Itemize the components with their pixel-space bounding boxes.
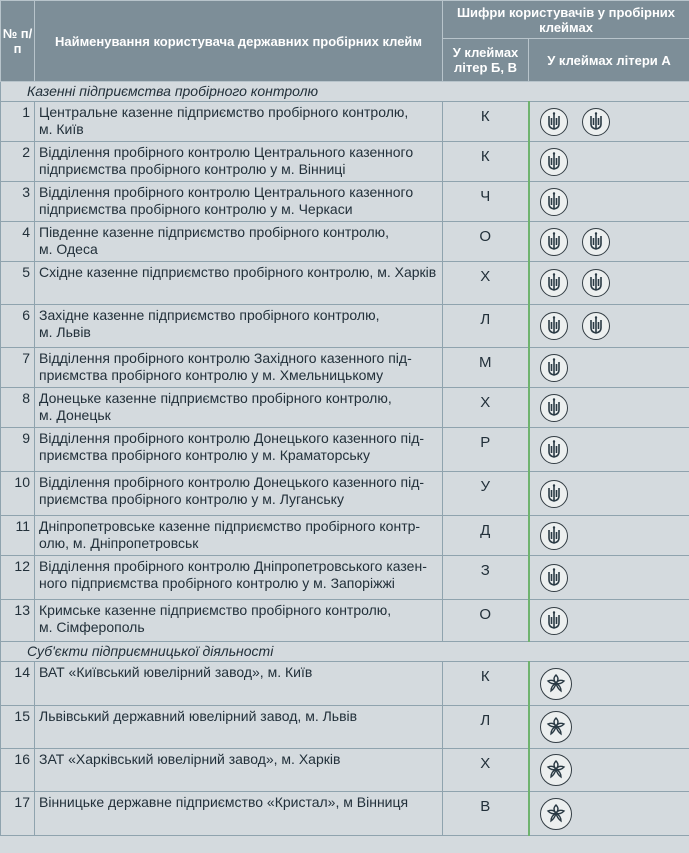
section-title: Казенні підприємства пробірного контролю: [1, 82, 689, 102]
table-row: [1, 348, 689, 388]
section-header: [1, 82, 689, 102]
user-name-line1: Відділення пробірного контролю Донецького казенного під-: [39, 430, 425, 446]
table-row: [1, 706, 689, 749]
trident-stamp-icon: [582, 108, 610, 136]
code-letter: К: [443, 662, 529, 706]
trident-stamp-icon: [540, 522, 568, 550]
code-letter: О: [443, 222, 529, 262]
table-row: [1, 749, 689, 792]
marks-cell: [529, 182, 689, 222]
table-row: [1, 222, 689, 262]
table-row: [1, 388, 689, 428]
user-name-line1: Відділення пробірного контролю Дніпропетровського казен-: [39, 558, 427, 574]
header-number: № п/п: [1, 1, 35, 82]
user-name: [35, 182, 443, 222]
trident-stamp-icon: [540, 607, 568, 635]
user-name-line2: приємства пробірного контролю у м. Краматорську: [39, 447, 370, 463]
trident-stamp-icon: [540, 564, 568, 592]
row-number: 13: [1, 600, 35, 642]
table-row: [1, 142, 689, 182]
user-name: [35, 142, 443, 182]
user-name: [35, 428, 443, 472]
row-number: 1: [1, 102, 35, 142]
user-name: [35, 706, 443, 749]
trident-stamp-icon: [582, 269, 610, 297]
marks-cell: [529, 222, 689, 262]
code-letter: Р: [443, 428, 529, 472]
marks-cell: [529, 706, 689, 749]
user-name: [35, 305, 443, 348]
code-letter: Д: [443, 516, 529, 556]
code-letter: Х: [443, 749, 529, 792]
code-letter: У: [443, 472, 529, 516]
table-row: [1, 102, 689, 142]
user-name-line2: м. Донецьк: [39, 407, 111, 423]
trident-stamp-icon: [540, 354, 568, 382]
header-letters-bv: У клеймах літер Б, В: [443, 39, 529, 82]
trident-stamp-icon: [540, 394, 568, 422]
flower-stamp-icon: [540, 798, 572, 830]
user-name-line1: Кримське казенне підприємство пробірного контролю,: [39, 602, 392, 618]
code-letter: К: [443, 142, 529, 182]
user-name-line2: приємства пробірного контролю у м. Хмельницькому: [39, 367, 384, 383]
marks-cell: [529, 102, 689, 142]
header-codes: Шифри користувачів у пробірних клеймах: [443, 1, 689, 39]
code-letter: Л: [443, 305, 529, 348]
user-name-line2: м. Сімферополь: [39, 619, 145, 635]
row-number: 15: [1, 706, 35, 749]
user-name-line1: Південне казенне підприємство пробірного контролю,: [39, 224, 390, 240]
marks-cell: [529, 662, 689, 706]
trident-stamp-icon: [540, 269, 568, 297]
row-number: 8: [1, 388, 35, 428]
flower-stamp-icon: [540, 754, 572, 786]
trident-stamp-icon: [540, 228, 568, 256]
user-name-line1: Відділення пробірного контролю Центрального казенного: [39, 184, 414, 200]
table-row: [1, 792, 689, 836]
user-name: [35, 348, 443, 388]
user-name-line1: Східне казенне підприємство пробірного контролю, м. Харків: [39, 264, 437, 280]
user-name-line2: олю, м. Дніпропетровськ: [39, 535, 199, 551]
row-number: 10: [1, 472, 35, 516]
marks-cell: [529, 428, 689, 472]
table-row: [1, 182, 689, 222]
marks-cell: [529, 142, 689, 182]
row-number: 4: [1, 222, 35, 262]
table-row: [1, 516, 689, 556]
code-letter: О: [443, 600, 529, 642]
table-row: [1, 556, 689, 600]
user-name-line1: Відділення пробірного контролю Центрального казенного: [39, 144, 414, 160]
user-name: [35, 388, 443, 428]
user-name: [35, 262, 443, 305]
header-letters-a: У клеймах літери А: [529, 39, 689, 82]
row-number: 9: [1, 428, 35, 472]
marks-cell: [529, 749, 689, 792]
flower-stamp-icon: [540, 668, 572, 700]
user-name-line1: Вінницьке державне підприємство «Кристал», м Вінниця: [39, 794, 409, 810]
marks-cell: [529, 556, 689, 600]
row-number: 16: [1, 749, 35, 792]
row-number: 5: [1, 262, 35, 305]
user-name-line1: Донецьке казенне підприємство пробірного контролю,: [39, 390, 392, 406]
trident-stamp-icon: [540, 188, 568, 216]
user-name-line2: м. Львів: [39, 324, 91, 340]
marks-cell: [529, 472, 689, 516]
marks-cell: [529, 305, 689, 348]
marks-cell: [529, 348, 689, 388]
trident-stamp-icon: [540, 480, 568, 508]
row-number: 2: [1, 142, 35, 182]
user-name-line2: приємства пробірного контролю у м. Луганську: [39, 491, 344, 507]
trident-stamp-icon: [540, 108, 568, 136]
flower-stamp-icon: [540, 711, 572, 743]
user-name-line2: ного підприємства пробірного контролю у м. Запоріжжі: [39, 575, 395, 591]
user-name-line1: Відділення пробірного контролю Донецького казенного під-: [39, 474, 425, 490]
user-name-line1: Центральне казенне підприємство пробірного контролю,: [39, 104, 409, 120]
user-name-line1: ВАТ «Київський ювелірний завод», м. Київ: [39, 664, 313, 680]
code-letter: М: [443, 348, 529, 388]
row-number: 12: [1, 556, 35, 600]
user-name: [35, 600, 443, 642]
trident-stamp-icon: [540, 436, 568, 464]
code-letter: К: [443, 102, 529, 142]
table-row: [1, 600, 689, 642]
user-name-line1: Відділення пробірного контролю Західного казенного під-: [39, 350, 412, 366]
row-number: 11: [1, 516, 35, 556]
marks-cell: [529, 388, 689, 428]
user-name: [35, 516, 443, 556]
code-letter: Х: [443, 262, 529, 305]
marks-cell: [529, 600, 689, 642]
row-number: 3: [1, 182, 35, 222]
user-name-line1: ЗАТ «Харківський ювелірний завод», м. Харків: [39, 751, 341, 767]
code-letter: З: [443, 556, 529, 600]
table-row: [1, 472, 689, 516]
user-name-line2: підприємства пробірного контролю у м. Черкаси: [39, 201, 353, 217]
code-letter: В: [443, 792, 529, 836]
section-header: [1, 642, 689, 662]
user-name: [35, 556, 443, 600]
header-name: Найменування користувача державних пробірних клейм: [35, 1, 443, 82]
user-name: [35, 792, 443, 836]
trident-stamp-icon: [540, 148, 568, 176]
user-name: [35, 222, 443, 262]
table-row: [1, 428, 689, 472]
marks-cell: [529, 792, 689, 836]
code-letter: Ч: [443, 182, 529, 222]
user-name: [35, 472, 443, 516]
user-name-line2: підприємства пробірного контролю у м. Вінниці: [39, 161, 346, 177]
table-row: [1, 305, 689, 348]
trident-stamp-icon: [540, 312, 568, 340]
row-number: 6: [1, 305, 35, 348]
marks-cell: [529, 262, 689, 305]
row-number: 17: [1, 792, 35, 836]
trident-stamp-icon: [582, 312, 610, 340]
section-title: Суб'єкти підприємницької діяльності: [1, 642, 689, 662]
row-number: 7: [1, 348, 35, 388]
user-name-line1: Львівський державний ювелірний завод, м. Львів: [39, 708, 358, 724]
code-letter: Х: [443, 388, 529, 428]
user-name-line2: м. Київ: [39, 121, 84, 137]
trident-stamp-icon: [582, 228, 610, 256]
user-name-line1: Західне казенне підприємство пробірного контролю,: [39, 307, 380, 323]
user-name: [35, 749, 443, 792]
code-letter: Л: [443, 706, 529, 749]
row-number: 14: [1, 662, 35, 706]
user-name-line1: Дніпропетровське казенне підприємство пробірного контр-: [39, 518, 421, 534]
user-name: [35, 102, 443, 142]
user-name-line2: м. Одеса: [39, 241, 98, 257]
marks-cell: [529, 516, 689, 556]
table-row: [1, 262, 689, 305]
table-row: [1, 662, 689, 706]
user-name: [35, 662, 443, 706]
